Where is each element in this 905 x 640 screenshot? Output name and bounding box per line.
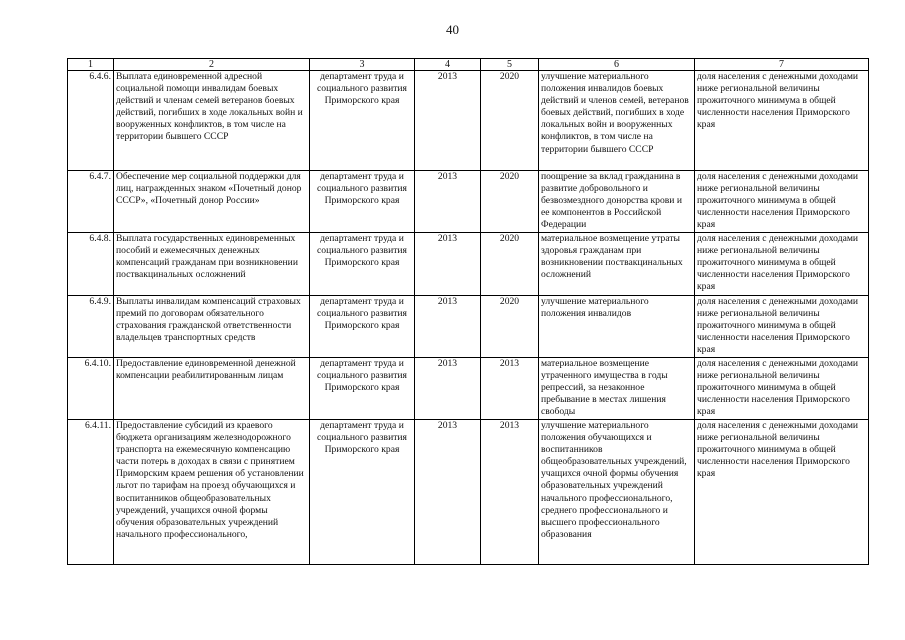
column-header: 5 bbox=[481, 59, 539, 71]
page-number: 40 bbox=[446, 22, 459, 37]
row-number: 6.4.6. bbox=[68, 71, 114, 171]
measure-name: Обеспечение мер социальной поддержки для лиц, награжденных знаком «Почетный донор СССР», «Почетный донор России» bbox=[114, 171, 310, 233]
row-number: 6.4.11. bbox=[68, 420, 114, 565]
target-indicator: доля населения с денежными доходами ниже региональной величины прожиточного минимума в общей численности населения Приморского края bbox=[695, 420, 869, 565]
measure-name: Выплаты инвалидам компенсаций страховых премий по договорам обязательного страхования гражданской ответственности владельцев транспортных средств bbox=[114, 296, 310, 358]
executor: департамент труда и социального развития Приморского края bbox=[310, 358, 415, 420]
expected-result: поощрение за вклад гражданина в развитие добровольного и безвозмездного донорства крови и ее компонентов в Российской Федерации bbox=[539, 171, 695, 233]
measure-name: Предоставление субсидий из краевого бюджета организациям железнодорожного транспорта на ежемесячную компенсацию части потерь в доходах в связи с принятием Приморским краем решения об установлении льгот по тарифам на проезд обучающихся и воспитанников общеобразовательных учреждений, учащихся очной формы обучения образовательных учреждений начального профессионального, bbox=[114, 420, 310, 565]
row-number: 6.4.7. bbox=[68, 171, 114, 233]
program-measures-table bbox=[67, 58, 869, 565]
table-header-row bbox=[68, 59, 869, 71]
target-indicator: доля населения с денежными доходами ниже региональной величины прожиточного минимума в общей численности населения Приморского края bbox=[695, 71, 869, 171]
end-year: 2013 bbox=[481, 420, 539, 565]
measure-name: Выплата государственных единовременных пособий и ежемесячных денежных компенсаций гражданам при возникновении поствакцинальных осложнений bbox=[114, 233, 310, 296]
executor: департамент труда и социального развития Приморского края bbox=[310, 420, 415, 565]
expected-result: улучшение материального положения обучающихся и воспитанников общеобразовательных учреждений, учащихся очной формы обучения образовательных учреждений начального профессионального, среднего профессионального и высшего профессионального образования bbox=[539, 420, 695, 565]
executor: департамент труда и социального развития Приморского края bbox=[310, 171, 415, 233]
table-row bbox=[68, 171, 869, 233]
column-header: 2 bbox=[114, 59, 310, 71]
column-header: 3 bbox=[310, 59, 415, 71]
table-row bbox=[68, 296, 869, 358]
row-number: 6.4.10. bbox=[68, 358, 114, 420]
end-year: 2020 bbox=[481, 71, 539, 171]
start-year: 2013 bbox=[415, 420, 481, 565]
measure-name: Предоставление единовременной денежной компенсации реабилитированным лицам bbox=[114, 358, 310, 420]
start-year: 2013 bbox=[415, 233, 481, 296]
expected-result: материальное возмещение утраченного имущества в годы репрессий, за незаконное пребывание в местах лишения свободы bbox=[539, 358, 695, 420]
end-year: 2020 bbox=[481, 171, 539, 233]
executor: департамент труда и социального развития Приморского края bbox=[310, 233, 415, 296]
end-year: 2020 bbox=[481, 296, 539, 358]
start-year: 2013 bbox=[415, 171, 481, 233]
row-number: 6.4.9. bbox=[68, 296, 114, 358]
table-row bbox=[68, 420, 869, 565]
table-row bbox=[68, 71, 869, 171]
column-header: 4 bbox=[415, 59, 481, 71]
row-number: 6.4.8. bbox=[68, 233, 114, 296]
column-header: 6 bbox=[539, 59, 695, 71]
end-year: 2020 bbox=[481, 233, 539, 296]
target-indicator: доля населения с денежными доходами ниже региональной величины прожиточного минимума в общей численности населения Приморского края bbox=[695, 358, 869, 420]
expected-result: улучшение материального положения инвалидов bbox=[539, 296, 695, 358]
start-year: 2013 bbox=[415, 71, 481, 171]
target-indicator: доля населения с денежными доходами ниже региональной величины прожиточного минимума в общей численности населения Приморского края bbox=[695, 296, 869, 358]
expected-result: улучшение материального положения инвалидов боевых действий и членов семей, ветеранов боевых действий, погибших в ходе локальных войн и вооруженных конфликтов, в том числе на территории бывшего СССР bbox=[539, 71, 695, 171]
start-year: 2013 bbox=[415, 296, 481, 358]
end-year: 2013 bbox=[481, 358, 539, 420]
measure-name: Выплата единовременной адресной социальной помощи инвалидам боевых действий и членам семей ветеранов боевых действий, погибших в ходе локальных войн и вооруженных конфликтов, в том числе на территории бывшего СССР bbox=[114, 71, 310, 171]
table-row bbox=[68, 233, 869, 296]
start-year: 2013 bbox=[415, 358, 481, 420]
executor: департамент труда и социального развития Приморского края bbox=[310, 296, 415, 358]
table-row bbox=[68, 358, 869, 420]
target-indicator: доля населения с денежными доходами ниже региональной величины прожиточного минимума в общей численности населения Приморского края bbox=[695, 233, 869, 296]
column-header: 7 bbox=[695, 59, 869, 71]
target-indicator: доля населения с денежными доходами ниже региональной величины прожиточного минимума в общей численности населения Приморского края bbox=[695, 171, 869, 233]
column-header: 1 bbox=[68, 59, 114, 71]
executor: департамент труда и социального развития Приморского края bbox=[310, 71, 415, 171]
expected-result: материальное возмещение утраты здоровья гражданам при возникновении поствакцинальных осложнений bbox=[539, 233, 695, 296]
